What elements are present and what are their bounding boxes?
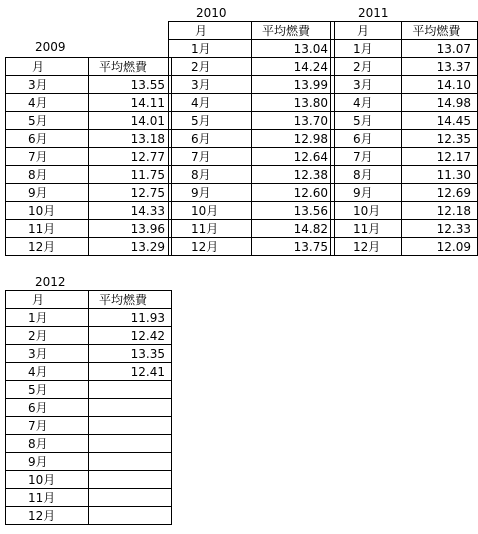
table-row: [169, 166, 335, 184]
table-row: [331, 220, 478, 238]
average-fuel-cell: 12.75: [89, 184, 172, 202]
table-row: [6, 130, 172, 148]
average-fuel-cell: 13.75: [252, 238, 335, 256]
month-cell: 10月: [6, 202, 89, 220]
average-fuel-cell: 13.37: [402, 58, 478, 76]
column-header-month: 月: [331, 22, 402, 40]
table-row: [169, 184, 335, 202]
table-row: [169, 148, 335, 166]
month-cell: 8月: [331, 166, 402, 184]
month-cell: 6月: [6, 399, 89, 417]
table-header-row: [331, 22, 478, 40]
average-fuel-cell: 12.64: [252, 148, 335, 166]
table-row: [169, 130, 335, 148]
month-cell: 8月: [6, 435, 89, 453]
average-fuel-cell: 13.99: [252, 76, 335, 94]
average-fuel-cell: [89, 381, 172, 399]
table-row: [331, 148, 478, 166]
average-fuel-cell: [89, 507, 172, 525]
table-row: [6, 345, 172, 363]
average-fuel-cell: 14.24: [252, 58, 335, 76]
table-row: [6, 507, 172, 525]
column-header-average-fuel: 平均燃費: [89, 291, 172, 309]
average-fuel-cell: 13.55: [89, 76, 172, 94]
table-row: [169, 76, 335, 94]
table-row: [6, 76, 172, 94]
table-row: [6, 309, 172, 327]
month-cell: 11月: [6, 489, 89, 507]
table-row: [331, 40, 478, 58]
month-cell: 6月: [169, 130, 252, 148]
month-cell: 9月: [6, 184, 89, 202]
average-fuel-cell: 14.45: [402, 112, 478, 130]
month-cell: 5月: [6, 112, 89, 130]
table-row: [331, 130, 478, 148]
table-row: [331, 76, 478, 94]
month-cell: 2月: [169, 58, 252, 76]
fuel-table-2011-block: [330, 6, 478, 256]
average-fuel-cell: [89, 489, 172, 507]
table-header-row: [6, 291, 172, 309]
table-row: [331, 112, 478, 130]
average-fuel-cell: [89, 453, 172, 471]
month-cell: 4月: [6, 94, 89, 112]
month-cell: 12月: [6, 238, 89, 256]
month-cell: 4月: [169, 94, 252, 112]
month-cell: 1月: [169, 40, 252, 58]
table-row: [331, 58, 478, 76]
month-cell: 7月: [6, 417, 89, 435]
month-cell: 3月: [331, 76, 402, 94]
month-cell: 3月: [169, 76, 252, 94]
average-fuel-cell: 12.33: [402, 220, 478, 238]
average-fuel-cell: [89, 399, 172, 417]
month-cell: 2月: [6, 327, 89, 345]
table-row: [169, 40, 335, 58]
month-cell: 8月: [6, 166, 89, 184]
average-fuel-cell: 14.82: [252, 220, 335, 238]
column-header-month: 月: [6, 58, 89, 76]
month-cell: 12月: [6, 507, 89, 525]
average-fuel-cell: 12.35: [402, 130, 478, 148]
average-fuel-cell: 12.42: [89, 327, 172, 345]
fuel-table-2012: [5, 290, 172, 525]
fuel-table-2010: [168, 21, 335, 256]
column-header-average-fuel: 平均燃費: [89, 58, 172, 76]
average-fuel-cell: 12.18: [402, 202, 478, 220]
average-fuel-cell: 11.75: [89, 166, 172, 184]
month-cell: 5月: [6, 381, 89, 399]
month-cell: 2月: [331, 58, 402, 76]
fuel-table-2012-block: [5, 275, 172, 525]
table-row: [6, 220, 172, 238]
table-row: [331, 184, 478, 202]
fuel-table-2009: [5, 57, 172, 256]
month-cell: 4月: [331, 94, 402, 112]
column-header-average-fuel: 平均燃費: [402, 22, 478, 40]
average-fuel-cell: 12.17: [402, 148, 478, 166]
month-cell: 10月: [6, 471, 89, 489]
table-row: [169, 112, 335, 130]
table-row: [6, 399, 172, 417]
average-fuel-cell: 11.30: [402, 166, 478, 184]
table-row: [6, 435, 172, 453]
average-fuel-cell: 13.04: [252, 40, 335, 58]
table-row: [6, 381, 172, 399]
month-cell: 4月: [6, 363, 89, 381]
month-cell: 7月: [331, 148, 402, 166]
average-fuel-cell: [89, 417, 172, 435]
table-row: [6, 166, 172, 184]
table-row: [6, 417, 172, 435]
month-cell: 10月: [331, 202, 402, 220]
month-cell: 6月: [331, 130, 402, 148]
month-cell: 1月: [331, 40, 402, 58]
month-cell: 9月: [169, 184, 252, 202]
table-row: [6, 148, 172, 166]
average-fuel-cell: 14.10: [402, 76, 478, 94]
average-fuel-cell: 12.60: [252, 184, 335, 202]
fuel-table-2010-block: [168, 6, 335, 256]
column-header-month: 月: [169, 22, 252, 40]
table-row: [6, 202, 172, 220]
average-fuel-cell: 14.01: [89, 112, 172, 130]
month-cell: 11月: [6, 220, 89, 238]
average-fuel-cell: 12.69: [402, 184, 478, 202]
month-cell: 11月: [169, 220, 252, 238]
average-fuel-cell: 12.77: [89, 148, 172, 166]
average-fuel-cell: 12.98: [252, 130, 335, 148]
month-cell: 10月: [169, 202, 252, 220]
month-cell: 7月: [169, 148, 252, 166]
average-fuel-cell: 13.18: [89, 130, 172, 148]
fuel-table-2009-block: [5, 42, 172, 256]
average-fuel-cell: 13.07: [402, 40, 478, 58]
month-cell: 1月: [6, 309, 89, 327]
month-cell: 11月: [331, 220, 402, 238]
table-row: [169, 58, 335, 76]
average-fuel-cell: [89, 471, 172, 489]
table-row: [6, 363, 172, 381]
table-row: [331, 94, 478, 112]
column-header-month: 月: [6, 291, 89, 309]
table-row: [331, 166, 478, 184]
average-fuel-cell: 13.35: [89, 345, 172, 363]
table-row: [169, 94, 335, 112]
average-fuel-cell: 13.70: [252, 112, 335, 130]
average-fuel-cell: 12.41: [89, 363, 172, 381]
column-header-average-fuel: 平均燃費: [252, 22, 335, 40]
average-fuel-cell: 13.29: [89, 238, 172, 256]
average-fuel-cell: 14.33: [89, 202, 172, 220]
table-row: [169, 220, 335, 238]
fuel-table-2011: [330, 21, 478, 256]
month-cell: 3月: [6, 76, 89, 94]
table-row: [169, 202, 335, 220]
table-header-row: [6, 58, 172, 76]
table-row: [6, 489, 172, 507]
month-cell: 8月: [169, 166, 252, 184]
table-row: [331, 238, 478, 256]
month-cell: 12月: [169, 238, 252, 256]
average-fuel-cell: 12.09: [402, 238, 478, 256]
year-label-2009: 2009: [35, 40, 66, 54]
average-fuel-cell: 12.38: [252, 166, 335, 184]
month-cell: 5月: [331, 112, 402, 130]
table-row: [6, 184, 172, 202]
table-row: [6, 471, 172, 489]
table-row: [6, 94, 172, 112]
table-header-row: [169, 22, 335, 40]
average-fuel-cell: [89, 435, 172, 453]
average-fuel-cell: 14.98: [402, 94, 478, 112]
table-row: [6, 238, 172, 256]
month-cell: 9月: [6, 453, 89, 471]
month-cell: 12月: [331, 238, 402, 256]
average-fuel-cell: 13.56: [252, 202, 335, 220]
table-row: [169, 238, 335, 256]
table-row: [6, 112, 172, 130]
month-cell: 3月: [6, 345, 89, 363]
month-cell: 9月: [331, 184, 402, 202]
average-fuel-cell: 11.93: [89, 309, 172, 327]
table-row: [331, 202, 478, 220]
average-fuel-cell: 14.11: [89, 94, 172, 112]
average-fuel-cell: 13.80: [252, 94, 335, 112]
month-cell: 7月: [6, 148, 89, 166]
table-row: [6, 327, 172, 345]
month-cell: 5月: [169, 112, 252, 130]
month-cell: 6月: [6, 130, 89, 148]
average-fuel-cell: 13.96: [89, 220, 172, 238]
year-label-2012: 2012: [35, 275, 66, 289]
table-row: [6, 453, 172, 471]
year-label-2010: 2010: [196, 6, 227, 20]
year-label-2011: 2011: [358, 6, 389, 20]
